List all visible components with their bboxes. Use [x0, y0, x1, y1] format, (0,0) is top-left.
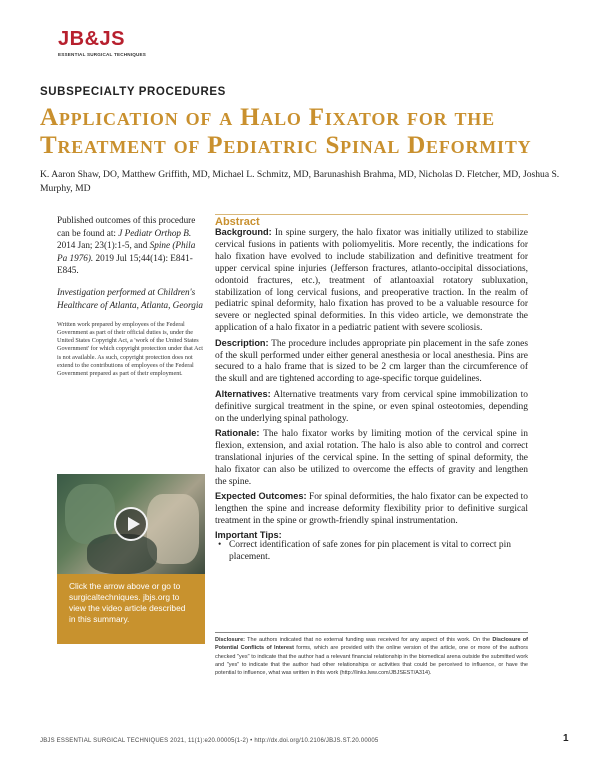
- tip-text: Correct identification of safe zones for pin placement is vital to correct pin placement.: [229, 540, 511, 563]
- pub-suffix: 2019 Jul 15;44(14): E841-E845.: [57, 252, 193, 276]
- copyright-notice: Written work prepared by employees of the Federal Government as part of their official duties is, under the United States Copyright Act, a 'work of the United States Government' for which copyright protection under that Act is not available. As such, copyright protection does not extend to the contributions of employees of the Federal Government prepared as part of their employment.: [57, 321, 203, 377]
- description-label: Description:: [215, 337, 269, 348]
- alternatives-label: Alternatives:: [215, 388, 271, 399]
- logo-subtitle: ESSENTIAL SURGICAL TECHNIQUES: [58, 52, 147, 57]
- abstract-outcomes: [215, 491, 528, 528]
- outcomes-text: For spinal deformities, the halo fixator can be expected to lengthen the spine and increase deformity flexibility prior to definitive surgical treatment in the spine or growth-friendly spinal instrumentation.: [215, 492, 528, 526]
- abstract-alternatives: [215, 389, 528, 426]
- alternatives-text: Alternative treatments vary from cervical spine immobilization to definitive surgical treatment in the spine, or even spinal osteotomies, depending on the underlying spinal pathology.: [215, 389, 528, 424]
- abstract-background: [215, 227, 528, 335]
- pub-mid: 2014 Jan; 23(1):1-5, and: [57, 240, 150, 251]
- abstract-rationale: [215, 428, 528, 489]
- disclosure-label: Disclosure:: [215, 637, 245, 643]
- author-list: K. Aaron Shaw, DO, Matthew Griffith, MD, Michael L. Schmitz, MD, Barunashish Brahma, MD, Nicholas D. Fletcher, MD, Joshua S. Murphy, MD: [40, 169, 560, 194]
- disclosure: [215, 632, 528, 677]
- article-title: Application of a Halo Fixator for the Treatment of Pediatric Spinal Deformity: [40, 104, 532, 159]
- section-label: SUBSPECIALTY PROCEDURES: [40, 86, 226, 98]
- disclosure-text-2: forms, which are provided with the online version of the article, one or more of the authors checked "yes" to indicate that the author had a relevant financial relationship in the biomedical arena outside the submitted work and "yes" to indicate that the author had other relationships or activities that could be perceived to influence, or have the potential to influence, what was written in this work (http://links.lww.com/JBJSEST/A314).: [215, 645, 528, 677]
- bullet-icon: •: [218, 540, 222, 551]
- logo-text: JB&JS: [58, 28, 125, 50]
- published-outcomes: [57, 214, 205, 277]
- video-caption: Click the arrow above or go to surgicaltechniques. jbjs.org to view the video article described in this summary.: [57, 574, 205, 644]
- disclosure-text-1: The authors indicated that no external funding was received for any aspect of this work. On the: [244, 637, 493, 643]
- background-label: Background:: [215, 227, 272, 237]
- investigation-site: Investigation performed at Children's Healthcare of Atlanta, Atlanta, Georgia: [57, 286, 203, 310]
- video-thumbnail[interactable]: [57, 474, 205, 574]
- abstract: [215, 214, 528, 564]
- disclosure-forms-label: Disclosure of Potential Conflicts of Interest: [215, 637, 528, 652]
- outcomes-label: Expected Outcomes:: [215, 491, 307, 502]
- rationale-label: Rationale:: [215, 428, 260, 438]
- rationale-text: The halo fixator works by limiting motion of the cervical spine in flexion, extension, and axial rotation. The halo is also able to control and correct translational injuries of the cervical spine. In the setting of spinal deformity, the halo fixator can also be utilized to overcome the effects of gravity and lengthen the spine.: [215, 429, 528, 487]
- pub-prefix: Published outcomes of this procedure can be found at:: [57, 215, 196, 238]
- description-text: The procedure includes appropriate pin placement in the safe zones of the skull performed under either general anesthesia or local anesthesia. Pins are secured to a halo frame that is sized to be 2 cm larger than the circumference of the skull and are tightened according to age-specific torque guidelines.: [215, 338, 528, 385]
- pub-journal-1: J Pediatr Orthop B.: [118, 227, 192, 238]
- play-icon[interactable]: [114, 507, 148, 541]
- sidebar: [57, 214, 205, 378]
- footer-citation: JBJS ESSENTIAL SURGICAL TECHNIQUES 2021, 11(1):e20.00005(1-2) • http://dx.doi.org/10.2106/JBJS.ST.20.00005: [40, 738, 379, 744]
- abstract-description: [215, 338, 528, 387]
- pub-journal-2: Spine (Phila Pa 1976).: [57, 240, 196, 263]
- thumbnail-shape: [87, 534, 157, 574]
- tips-heading: Important Tips:: [215, 530, 282, 541]
- background-text: In spine surgery, the halo fixator was initially utilized to stabilize cervical fusions in patients with poliomyelitis. More recently, the indications for halo fixation have evolved to include stabilization and definitive treatment for upper cervical spine injuries (Jefferson fractures, atlanto-occipital dissociations, odontoid fractures, etc.), treatment of atlantoaxial rotatory subluxation, stabilization of long cervical fusions, and preoperative traction. In the realm of pediatric spinal deformity, halo fixation has proved to be a valuable resource for severe or neglected spinal deformities. In this video article, we demonstrate the application of a halo fixator in a pediatric patient with severe scoliosis.: [215, 228, 528, 334]
- page-number: 1: [563, 733, 569, 744]
- abstract-heading: Abstract: [215, 214, 528, 227]
- journal-logo: [58, 28, 150, 68]
- tip-item: [215, 540, 528, 564]
